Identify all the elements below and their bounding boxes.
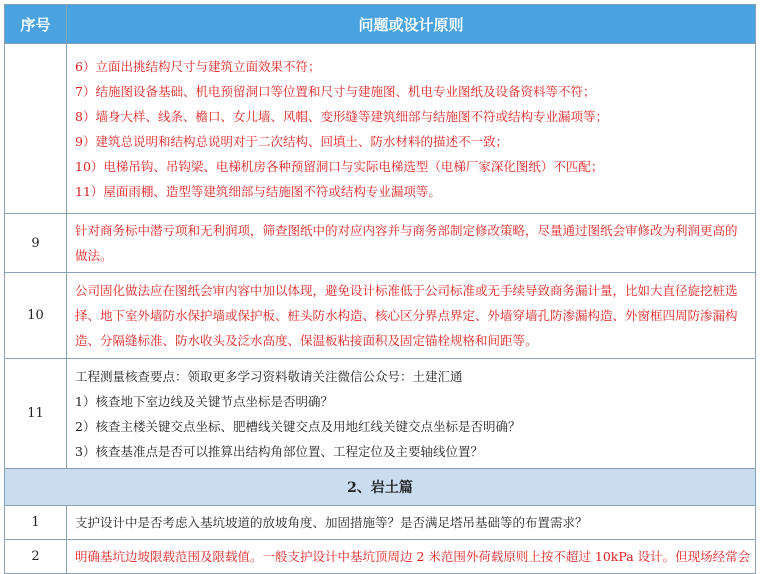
table-row [5, 540, 756, 574]
table-row [5, 506, 756, 540]
table-row [5, 359, 756, 469]
row-content [67, 44, 756, 214]
row-content [67, 506, 756, 540]
list-item: 工程测量核查要点：领取更多学习资料敬请关注微信公众号：土建汇通 [75, 368, 463, 384]
list-item: 7）结施图设备基础、机电预留洞口等位置和尺寸与建施图、机电专业图纸及设备资料等不符； [75, 83, 596, 99]
row-number: 9 [5, 214, 67, 273]
row-text: 针对商务标中潜亏项和无利润项，筛查图纸中的对应内容并与商务部制定修改策略，尽量通过图纸会审修改为利润更高的做法。 [75, 223, 738, 263]
list-item: 2）核查主楼关键交点坐标、肥槽线关键交点及用地红线关键交点坐标是否明确？ [75, 418, 521, 434]
table-row [5, 214, 756, 273]
row-number: 11 [5, 359, 67, 469]
row-number [5, 44, 67, 214]
row-text: 明确基坑边坡限载范围及限载值。一般支护设计中基坑顶周边 2 米范围外荷载原则上按不超过 10kPa 设计。但现场经常会 [75, 549, 751, 564]
list-item: 8）墙身大样、线条、檐口、女儿墙、风帽、变形缝等建筑细部与结施图不符或结构专业漏项等； [75, 108, 608, 124]
table-row [5, 273, 756, 359]
row-number: 10 [5, 273, 67, 359]
list-item: 3）核查基准点是否可以推算出结构角部位置、工程定位及主要轴线位置？ [75, 443, 483, 459]
list-item: 1）核查地下室边线及关键节点坐标是否明确？ [75, 393, 333, 409]
design-review-table [4, 4, 756, 574]
row-content [67, 214, 756, 273]
row-text: 支护设计中是否考虑入基坑坡道的放坡角度、加固措施等？是否满足塔吊基础等的布置需求？ [75, 515, 588, 530]
list-item: 6）立面出挑结构尺寸与建筑立面效果不符； [75, 58, 321, 74]
row-text: 公司固化做法应在图纸会审内容中加以体现，避免设计标准低于公司标准或无手续导致商务漏计量，比如大直径旋挖桩选择、地下室外墙防水保护墙或保护板、桩头防水构造、核心区分界点界定、外墙穿墙孔防渗漏构造、外窗框四周防渗漏构造、分隔缝标准、防水收头及泛水高度、保温板粘接面积及固定锚栓规格和间距等。 [75, 283, 738, 348]
row-content [67, 359, 756, 469]
list-item: 11）屋面雨棚、造型等建筑细部与结施图不符或结构专业漏项等。 [75, 183, 441, 199]
table-row [5, 44, 756, 214]
list-item: 10）电梯吊钩、吊钩梁、电梯机房各种预留洞口与实际电梯选型（电梯厂家深化图纸）不匹配； [75, 158, 604, 174]
row-number: 1 [5, 506, 67, 540]
header-issue-principle: 问题或设计原则 [67, 5, 756, 44]
row-content [67, 540, 756, 574]
header-serial-number: 序号 [5, 5, 67, 44]
row-number: 2 [5, 540, 67, 574]
section-row [5, 469, 756, 506]
section-title: 2、岩土篇 [5, 469, 756, 506]
list-item: 9）建筑总说明和结构总说明对于二次结构、回填土、防水材料的描述不一致； [75, 133, 508, 149]
table-header-row [5, 5, 756, 44]
row-content [67, 273, 756, 359]
